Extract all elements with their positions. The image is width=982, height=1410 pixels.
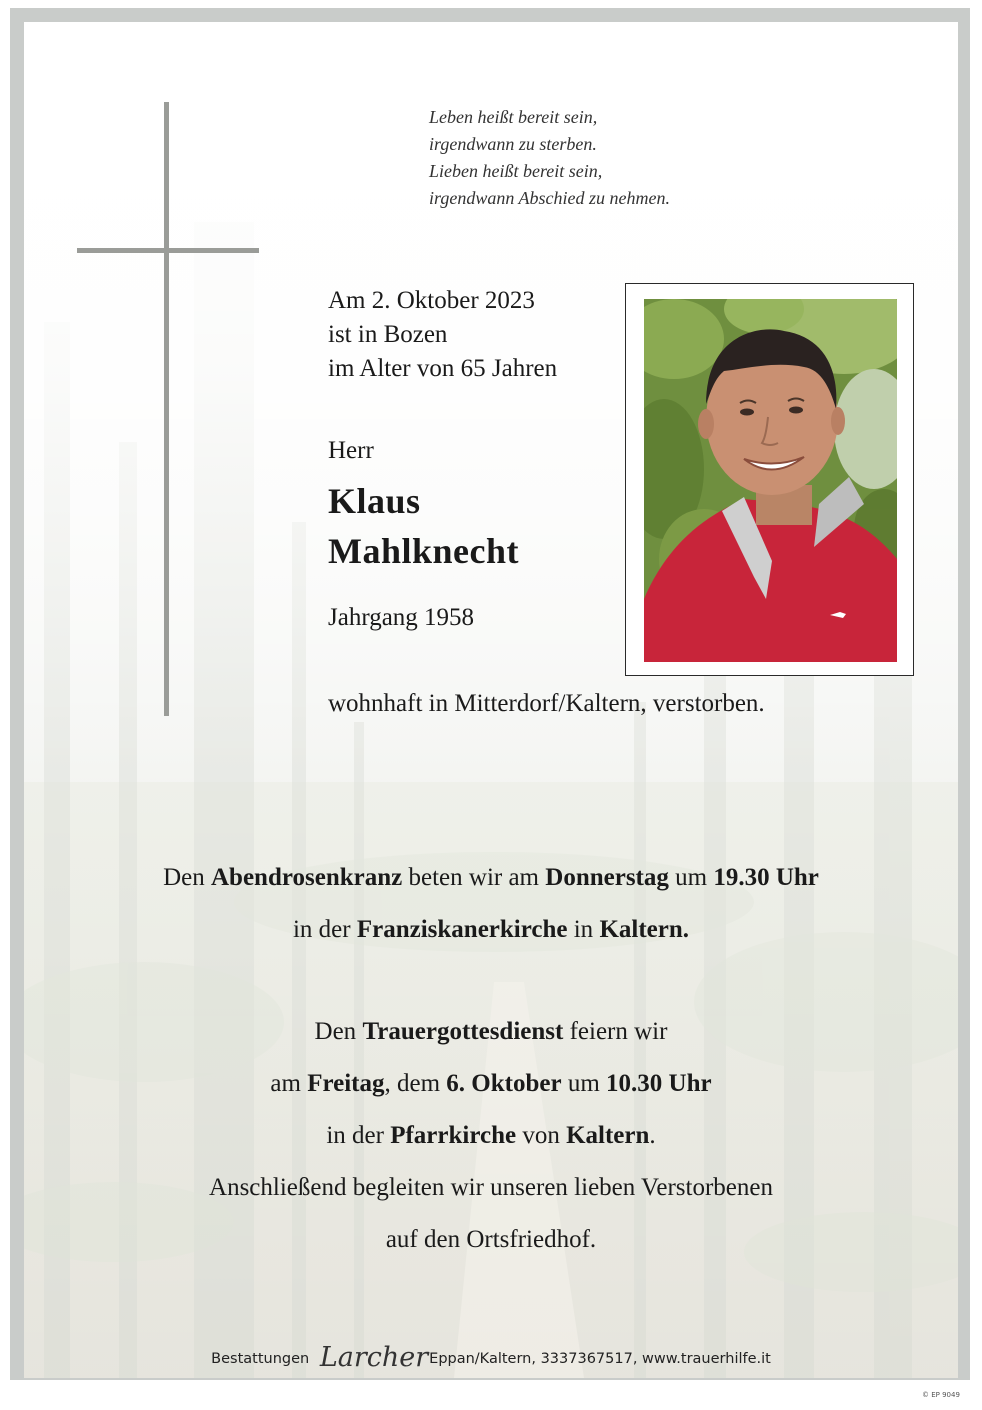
funeral-day: Freitag bbox=[307, 1070, 385, 1097]
quote-line: Lieben heißt bereit sein, bbox=[429, 161, 603, 181]
cross-horizontal-bar bbox=[77, 248, 259, 253]
funeral-line-5: auf den Ortsfriedhof. bbox=[385, 1226, 597, 1253]
text-segment: feiern wir bbox=[563, 1018, 668, 1045]
death-notice-intro bbox=[328, 284, 557, 386]
funeral-church: Pfarrkirche bbox=[390, 1122, 517, 1149]
rosary-announcement bbox=[24, 852, 958, 956]
rosary-day: Donnerstag bbox=[545, 864, 669, 891]
copyright-mark: © EP 9049 bbox=[922, 1391, 960, 1399]
obituary-sheet bbox=[24, 22, 958, 1378]
funeral-line-2 bbox=[24, 1058, 958, 1110]
portrait-frame bbox=[625, 283, 914, 676]
funeral-home-footer bbox=[24, 1342, 958, 1373]
text-segment: beten wir am bbox=[402, 864, 546, 891]
quote-line: Leben heißt bereit sein, bbox=[429, 107, 598, 127]
portrait-photo bbox=[644, 299, 897, 662]
funeral-date: 6. Oktober bbox=[446, 1070, 562, 1097]
funeral-line-3 bbox=[24, 1110, 958, 1162]
funeral-line-1 bbox=[24, 1006, 958, 1058]
memorial-quote bbox=[429, 104, 670, 212]
text-segment: Den bbox=[314, 1018, 363, 1045]
text-segment: . bbox=[649, 1122, 656, 1149]
rosary-town: Kaltern. bbox=[599, 916, 690, 943]
birth-year: Jahrgang 1958 bbox=[328, 604, 475, 631]
text-segment: Den bbox=[163, 864, 211, 891]
funeral-town: Kaltern bbox=[566, 1122, 650, 1149]
text-segment: in bbox=[567, 916, 600, 943]
last-name: Mahlknecht bbox=[328, 531, 520, 571]
footer-prefix: Bestattungen bbox=[211, 1351, 310, 1367]
text-segment: um bbox=[561, 1070, 607, 1097]
rosary-label: Abendrosenkranz bbox=[211, 864, 403, 891]
funeral-line-4: Anschließend begleiten wir unseren lieben Verstorbenen bbox=[209, 1174, 773, 1201]
funeral-service-label: Trauergottesdienst bbox=[362, 1018, 564, 1045]
funeral-announcement bbox=[24, 1006, 958, 1266]
footer-contact: Eppan/Kaltern, 3337367517, www.trauerhilfe.it bbox=[429, 1351, 771, 1367]
first-name: Klaus bbox=[328, 481, 421, 521]
funeral-time: 10.30 Uhr bbox=[606, 1070, 712, 1097]
text-segment: um bbox=[668, 864, 714, 891]
age-at-death: im Alter von 65 Jahren bbox=[328, 355, 558, 382]
residence-line: wohnhaft in Mitterdorf/Kaltern, verstorben. bbox=[328, 690, 765, 717]
quote-line: irgendwann Abschied zu nehmen. bbox=[429, 188, 670, 208]
honorific: Herr bbox=[328, 437, 374, 464]
text-segment: in der bbox=[326, 1122, 391, 1149]
text-segment: , dem bbox=[384, 1070, 447, 1097]
death-place: ist in Bozen bbox=[328, 321, 448, 348]
text-segment: am bbox=[270, 1070, 308, 1097]
death-date: Am 2. Oktober 2023 bbox=[328, 287, 535, 314]
deceased-name bbox=[328, 476, 519, 576]
rosary-line-1 bbox=[24, 852, 958, 904]
text-segment: von bbox=[516, 1122, 567, 1149]
quote-line: irgendwann zu sterben. bbox=[429, 134, 597, 154]
rosary-church: Franziskanerkirche bbox=[356, 916, 568, 943]
funeral-home-logo: Larcher bbox=[319, 1342, 429, 1373]
rosary-time: 19.30 Uhr bbox=[713, 864, 819, 891]
cross-vertical-bar bbox=[164, 102, 169, 716]
text-segment: in der bbox=[292, 916, 357, 943]
rosary-line-2 bbox=[24, 904, 958, 956]
